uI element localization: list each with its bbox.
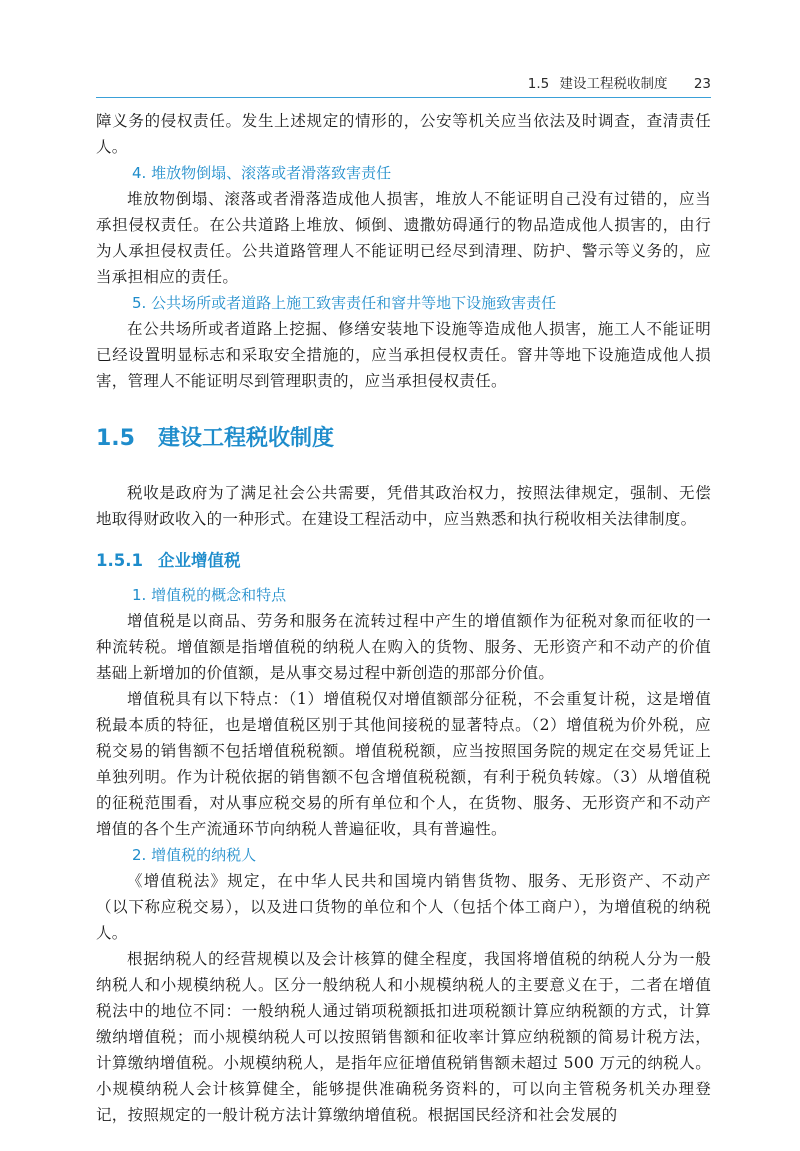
running-header [96, 72, 711, 94]
paragraph: 增值税是以商品、劳务和服务在流转过程中产生的增值额作为征税对象而征收的一种流转税。增值额是指增值税的纳税人在购入的货物、服务、无形资产和不动产的价值基础上新增加的价值额，是从事交易过程中新创造的那部分价值。 [96, 612, 711, 682]
header-section-number: 1.5 [527, 76, 550, 92]
subsection-title: 企业增值税 [158, 551, 241, 570]
section-heading [96, 424, 711, 454]
paragraph: 堆放物倒塌、滚落或者滑落造成他人损害，堆放人不能证明自己没有过错的，应当承担侵权责任。在公共道路上堆放、倾倒、遗撒妨碍通行的物品造成他人损害的，由行为人承担侵权责任。公共道路管理人不能证明已经尽到清理、防护、警示等义务的，应当承担相应的责任。 [96, 190, 711, 286]
section-title: 建设工程税收制度 [158, 426, 335, 451]
paragraph: 在公共场所或者道路上挖掘、修缮安装地下设施等造成他人损害，施工人不能证明已经设置明显标志和采取安全措施的，应当承担侵权责任。窨井等地下设施造成他人损害，管理人不能证明尽到管理职责的，应当承担侵权责任。 [96, 320, 711, 390]
section-number: 1.5 [96, 426, 135, 451]
subsection-number: 1.5.1 [96, 551, 143, 570]
paragraph: 《增值税法》规定，在中华人民共和国境内销售货物、服务、无形资产、不动产（以下称应税交易），以及进口货物的单位和个人（包括个体工商户），为增值税的纳税人。 [96, 872, 711, 942]
subsection-heading [96, 548, 711, 574]
paragraph: 根据纳税人的经营规模以及会计核算的健全程度，我国将增值税的纳税人分为一般纳税人和小规模纳税人。区分一般纳税人和小规模纳税人的主要意义在于，二者在增值税法中的地位不同：一般纳税人通过销项税额抵扣进项税额计算应纳税额的方式，计算缴纳增值税；而小规模纳税人可以按照销售额和征收率计算应纳税额的简易计税方法，计算缴纳增值税。小规模纳税人，是指年应征增值税销售额未超过 500 万元的纳税人。小规模纳税人会计核算健全，能够提供准确税务资料的，可以向主管税务机关办理登记，按照规定的一般计税方法计算缴纳增值税。根据国民经济和社会发展的 [96, 950, 711, 1124]
subheading: 4. 堆放物倒塌、滚落或者滑落致害责任 [132, 164, 392, 182]
header-divider [96, 97, 711, 98]
paragraph: 税收是政府为了满足社会公共需要，凭借其政治权力，按照法律规定，强制、无偿地取得财政收入的一种形式。在建设工程活动中，应当熟悉和执行税收相关法律制度。 [96, 484, 711, 528]
paragraph: 增值税具有以下特点：（1）增值税仅对增值额部分征税，不会重复计税，这是增值税最本质的特征，也是增值税区别于其他间接税的显著特点。（2）增值税为价外税，应税交易的销售额不包括增值税税额。增值税税额，应当按照国务院的规定在交易凭证上单独列明。作为计税依据的销售额不包含增值税税额，有利于税负转嫁。（3）从增值税的征税范围看，对从事应税交易的所有单位和个人，在货物、服务、无形资产和不动产增值的各个生产流通环节向纳税人普遍征收，具有普遍性。 [96, 690, 711, 838]
subheading: 1. 增值税的概念和特点 [132, 586, 287, 604]
subheading: 2. 增值税的纳税人 [132, 846, 257, 864]
page-number: 23 [693, 76, 711, 92]
page-body [96, 108, 711, 1128]
paragraph: 障义务的侵权责任。发生上述规定的情形的，公安等机关应当依法及时调查，查清责任人。 [96, 112, 711, 156]
subheading: 5. 公共场所或者道路上施工致害责任和窨井等地下设施致害责任 [132, 294, 557, 312]
header-section-title: 建设工程税收制度 [559, 76, 668, 92]
